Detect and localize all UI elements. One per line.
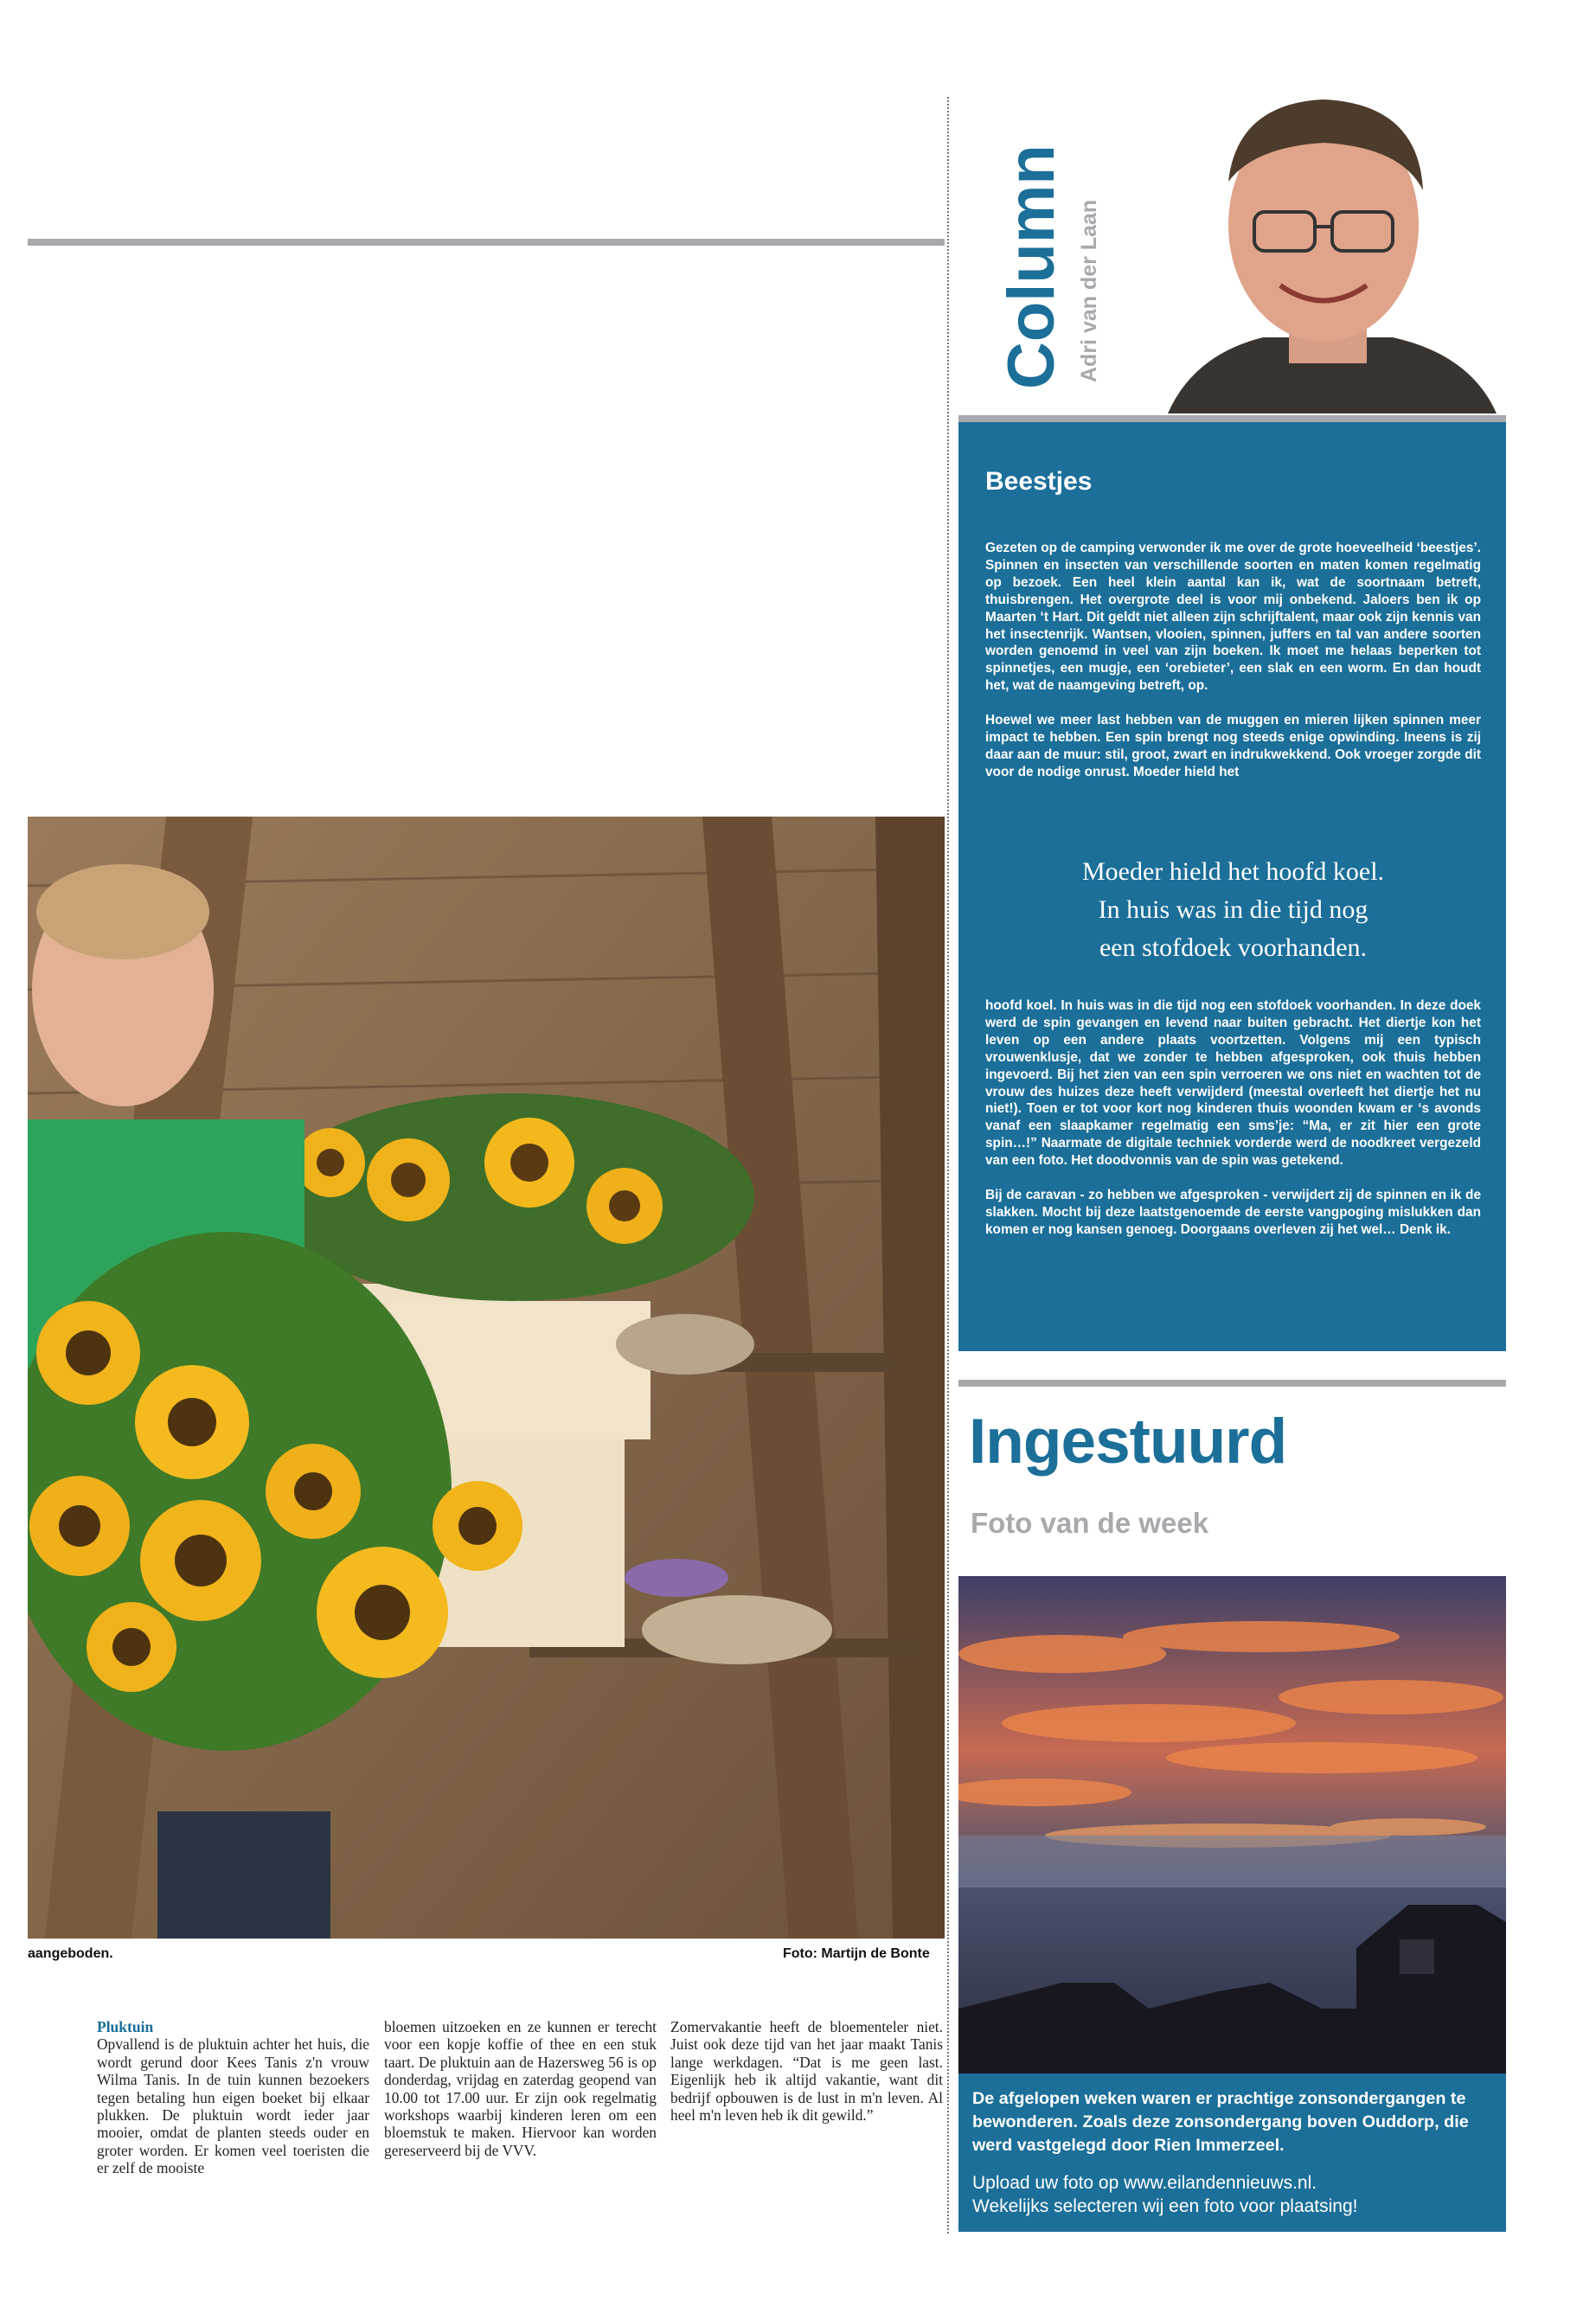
column-text-lower xyxy=(985,997,1481,1256)
column-paragraph: Bij de caravan - zo hebben we afgesproken - verwijdert zij de spinnen en ik de slakken. Mocht bij deze laatstgenoemde de eerste vangpoging mislukken dan komen er nog kansen genoeg. Doorgaans overleven zij het wel… Denk ik. xyxy=(985,1188,1481,1237)
article-column-2 xyxy=(384,2018,657,2159)
ingestuurd-heading: Ingestuurd xyxy=(969,1407,1287,1477)
column-box-top-rule xyxy=(958,415,1506,422)
article-paragraph: bloemen uitzoeken en ze kunnen er terecht voor een kopje koffie of thee en een stuk taart. De pluktuin aan de Hazersweg 56 is op donderdag, vrijdag en zaterdag geopend van 10.00 tot 17.00 uur. Er zijn ook regelmatig workshops waarbij kinderen leren om een bloemstuk te maken. Hiervoor kan worden gereserveerd bij de VVV. xyxy=(384,2018,657,2159)
column-paragraph: hoofd koel. In huis was in die tijd nog een stofdoek voorhanden. In deze doek werd de spin gevangen en levend naar buiten gebracht. Het diertje kon het leven op een andere plaats voortzetten. Volgens mij een typisch vrouwenklusje, dat we zonder te hebben afgesproken, ook thuis hebben ingevoerd. Bij het zien van een spin verroeren we ons niet en wachten tot de vrouw des huizes deze heeft verwijderd (meestal overleeft het diertje het nu niet!). Toen er tot voor kort nog kinderen thuis woonden kwam er ‘s avonds vanaf een slaapkamer regelmatig een sms’je: “Ma, er zit hier een grote spin…!” Naarmate de digitale techniek vorderde werd de noodkreet vergezeld van een foto. Het doodvonnis van de spin was getekend. xyxy=(985,998,1481,1169)
column-paragraph: Gezeten op de camping verwonder ik me over de grote hoeveelheid ‘beestjes’. Spinnen en insecten van verschillende soorten en maten komen regelmatig op bezoek. Een heel klein aantal kan ik, wat de soortnaam betreft, thuisbrengen. Het overgrote deel is voor mij onbekend. Jaloers ben ik op Maarten ‘t Hart. Dit geldt niet alleen zijn schrijftalent, maar ook zijn kennis van het insectenrijk. Wantsen, vlooien, spinnen, juffers en tal van andere soorten worden genoemd in veel van zijn boeken. Ik moet me helaas beperken tot spinnetjes, een mugje, een ‘orebieter’, een slak en een worm. En dan houdt het, wat de naamgeving betreft, op. xyxy=(985,541,1481,694)
article-column-1 xyxy=(97,2018,369,2177)
article-paragraph: Opvallend is de pluktuin achter het huis, die wordt gerund door Kees Tanis z'n vrouw Wilma Tanis. In de tuin kunnen bezoekers tegen betaling hun eigen boeket bij elkaar plukken. De pluktuin wordt ieder jaar mooier, omdat de planten steeds ouder en groter worden. Er komen veel toeristen die er zelf de mooiste xyxy=(97,2035,369,2177)
pull-quote-line: In huis was in die tijd nog xyxy=(1098,895,1368,924)
column-title: Beestjes xyxy=(985,467,1093,496)
column-label-text: Column xyxy=(995,144,1064,389)
column-text-upper xyxy=(985,540,1481,798)
column-divider xyxy=(947,97,949,2234)
sunset-caption: De afgelopen weken waren er prachtige zonsondergangen te bewonderen. Zoals deze zonsondergang boven Ouddorp, die werd vastgelegd door Rien Immerzeel. xyxy=(972,2089,1469,2155)
author-portrait xyxy=(1142,78,1505,413)
pull-quote-line: Moeder hield het hoofd koel. xyxy=(1081,857,1385,886)
sunset-photo xyxy=(958,1576,1506,2073)
article-column-3 xyxy=(670,2018,943,2124)
photo-credit: Foto: Martijn de Bonte xyxy=(783,1946,930,1961)
sunflower-vendor-photo xyxy=(28,817,945,1939)
pull-quote-line: een stofdoek voorhanden. xyxy=(1099,933,1368,962)
column-paragraph: Hoewel we meer last hebben van de muggen en mieren lijken spinnen meer impact te hebben. Een spin brengt nog steeds enige opwinding. Ineens is zij daar aan de muur: stil, groot, zwart en indrukwekkend. Ook vroeger zorgde dit voor de nodige onrust. Moeder hield het xyxy=(985,713,1481,779)
article-subhead: Pluktuin xyxy=(97,2018,154,2035)
ingestuurd-subheading: Foto van de week xyxy=(971,1507,1209,1539)
upload-line: Upload uw foto op www.eilandennieuws.nl. xyxy=(972,2173,1317,2193)
article-paragraph: Zomervakantie heeft de bloementeler niet. Juist ook deze tijd van het jaar maakt Tanis lange werkdagen. “Dat is me geen last. Eigenlijk heb ik altijd vakantie, want dit bedrijf opbouwen is de lust in m'n leven. Al heel m'n leven heb ik dit gewild.” xyxy=(670,2018,943,2125)
upload-line: Wekelijks selecteren wij een foto voor plaatsing! xyxy=(972,2196,1358,2216)
ingestuurd-rule xyxy=(958,1380,1506,1387)
top-rule xyxy=(28,239,945,246)
upload-notice xyxy=(972,2171,1491,2218)
column-author-text: Adri van der Laan xyxy=(1077,199,1101,382)
pull-quote xyxy=(985,853,1481,967)
column-label xyxy=(995,121,1064,407)
sunset-caption-box xyxy=(958,2073,1506,2232)
column-author xyxy=(1077,121,1129,407)
photo-caption-fragment: aangeboden. xyxy=(28,1946,113,1961)
